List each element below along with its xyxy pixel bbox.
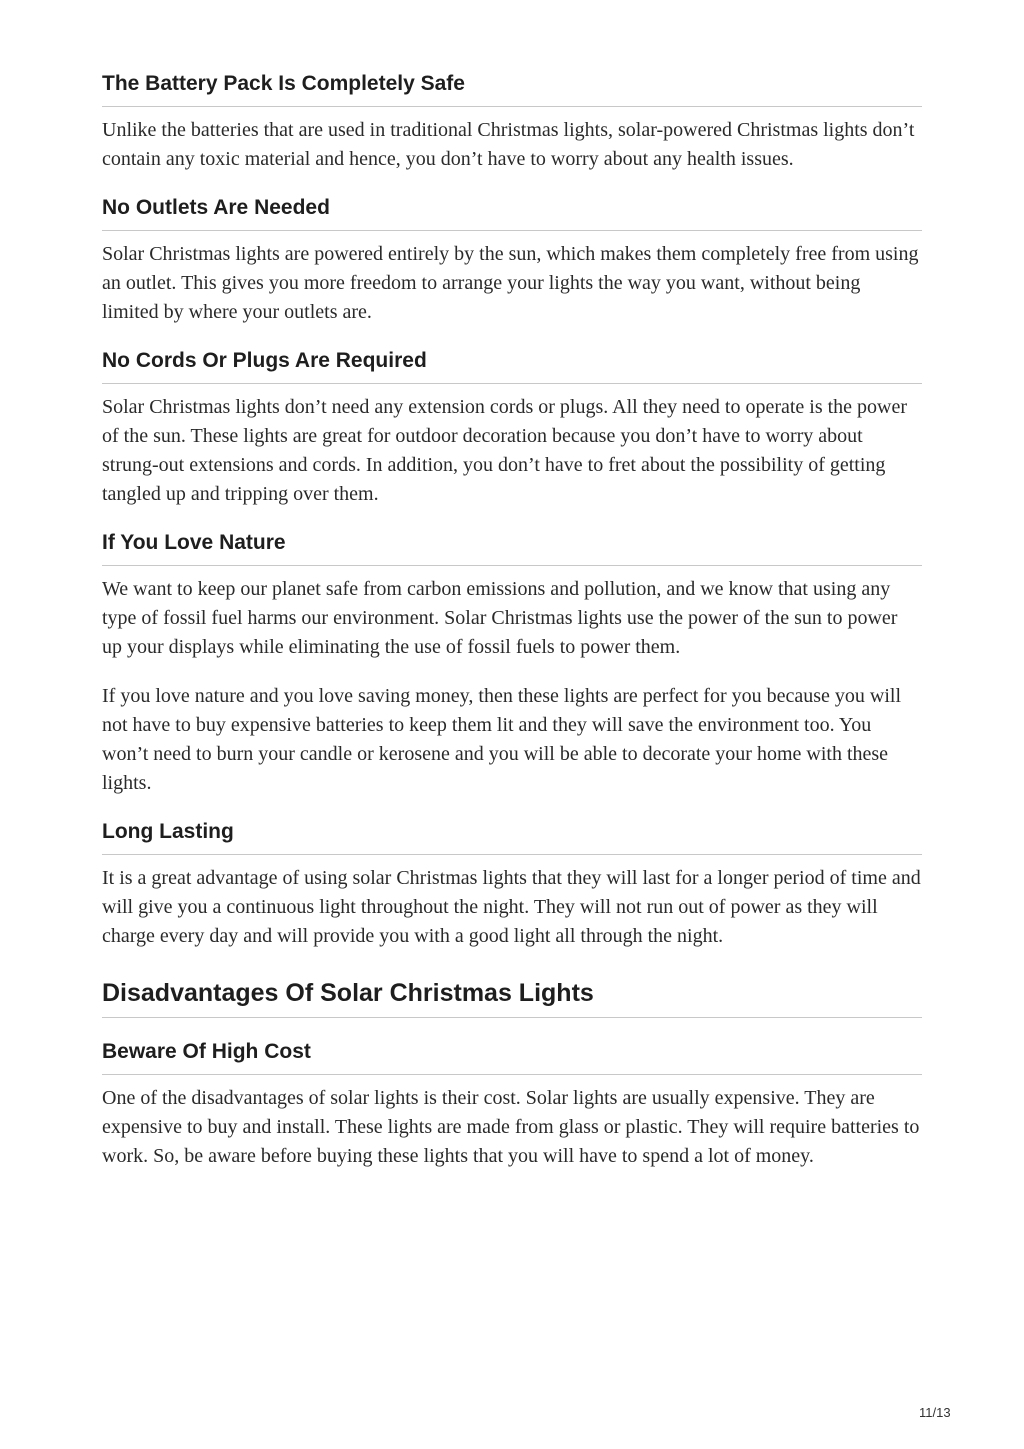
section-heading: The Battery Pack Is Completely Safe (102, 70, 922, 107)
section-heading: No Outlets Are Needed (102, 194, 922, 231)
section-paragraph: If you love nature and you love saving money, then these lights are perfect for you because you will not have to buy expensive batteries to keep them lit and they will save the environment too. You won’t need to burn your candle or kerosene and you will be able to decorate your home with these lights. (102, 685, 902, 794)
section-heading: No Cords Or Plugs Are Required (102, 347, 922, 384)
section-paragraph: We want to keep our planet safe from carbon emissions and pollution, and we know that using any type of fossil fuel harms our environment. Solar Christmas lights use the power of the sun to power up your displays while eliminating the use of fossil fuels to power them. (102, 578, 898, 658)
section-heading: If You Love Nature (102, 529, 922, 566)
section-heading: Long Lasting (102, 818, 922, 855)
section-paragraph: One of the disadvantages of solar lights is their cost. Solar lights are usually expensive. They are expensive to buy and install. These lights are made from glass or plastic. They will require batteries to work. So, be aware before buying these lights that you will have to spend a lot of money. (102, 1087, 920, 1167)
page-number: 11/13 (919, 1405, 951, 1420)
section-paragraph: Solar Christmas lights don’t need any extension cords or plugs. All they need to operate is the power of the sun. These lights are great for outdoor decoration because you don’t have to worry about strung-out extensions and cords. In addition, you don’t have to fret about the possibility of getting tangled up and tripping over them. (102, 396, 908, 505)
section-paragraph: It is a great advantage of using solar Christmas lights that they will last for a longer period of time and will give you a continuous light throughout the night. They will not run out of power as they will charge every day and will provide you with a good light all through the night. (102, 867, 921, 947)
article-body (102, 70, 922, 1171)
section-heading: Beware Of High Cost (102, 1038, 922, 1075)
section-paragraph: Unlike the batteries that are used in traditional Christmas lights, solar-powered Christmas lights don’t contain any toxic material and hence, you don’t have to worry about any health issues. (102, 119, 915, 170)
section-paragraph: Solar Christmas lights are powered entirely by the sun, which makes them completely free from using an outlet. This gives you more freedom to arrange your lights the way you want, without being limited by where your outlets are. (102, 243, 919, 323)
disadvantages-heading: Disadvantages Of Solar Christmas Lights (102, 977, 922, 1018)
